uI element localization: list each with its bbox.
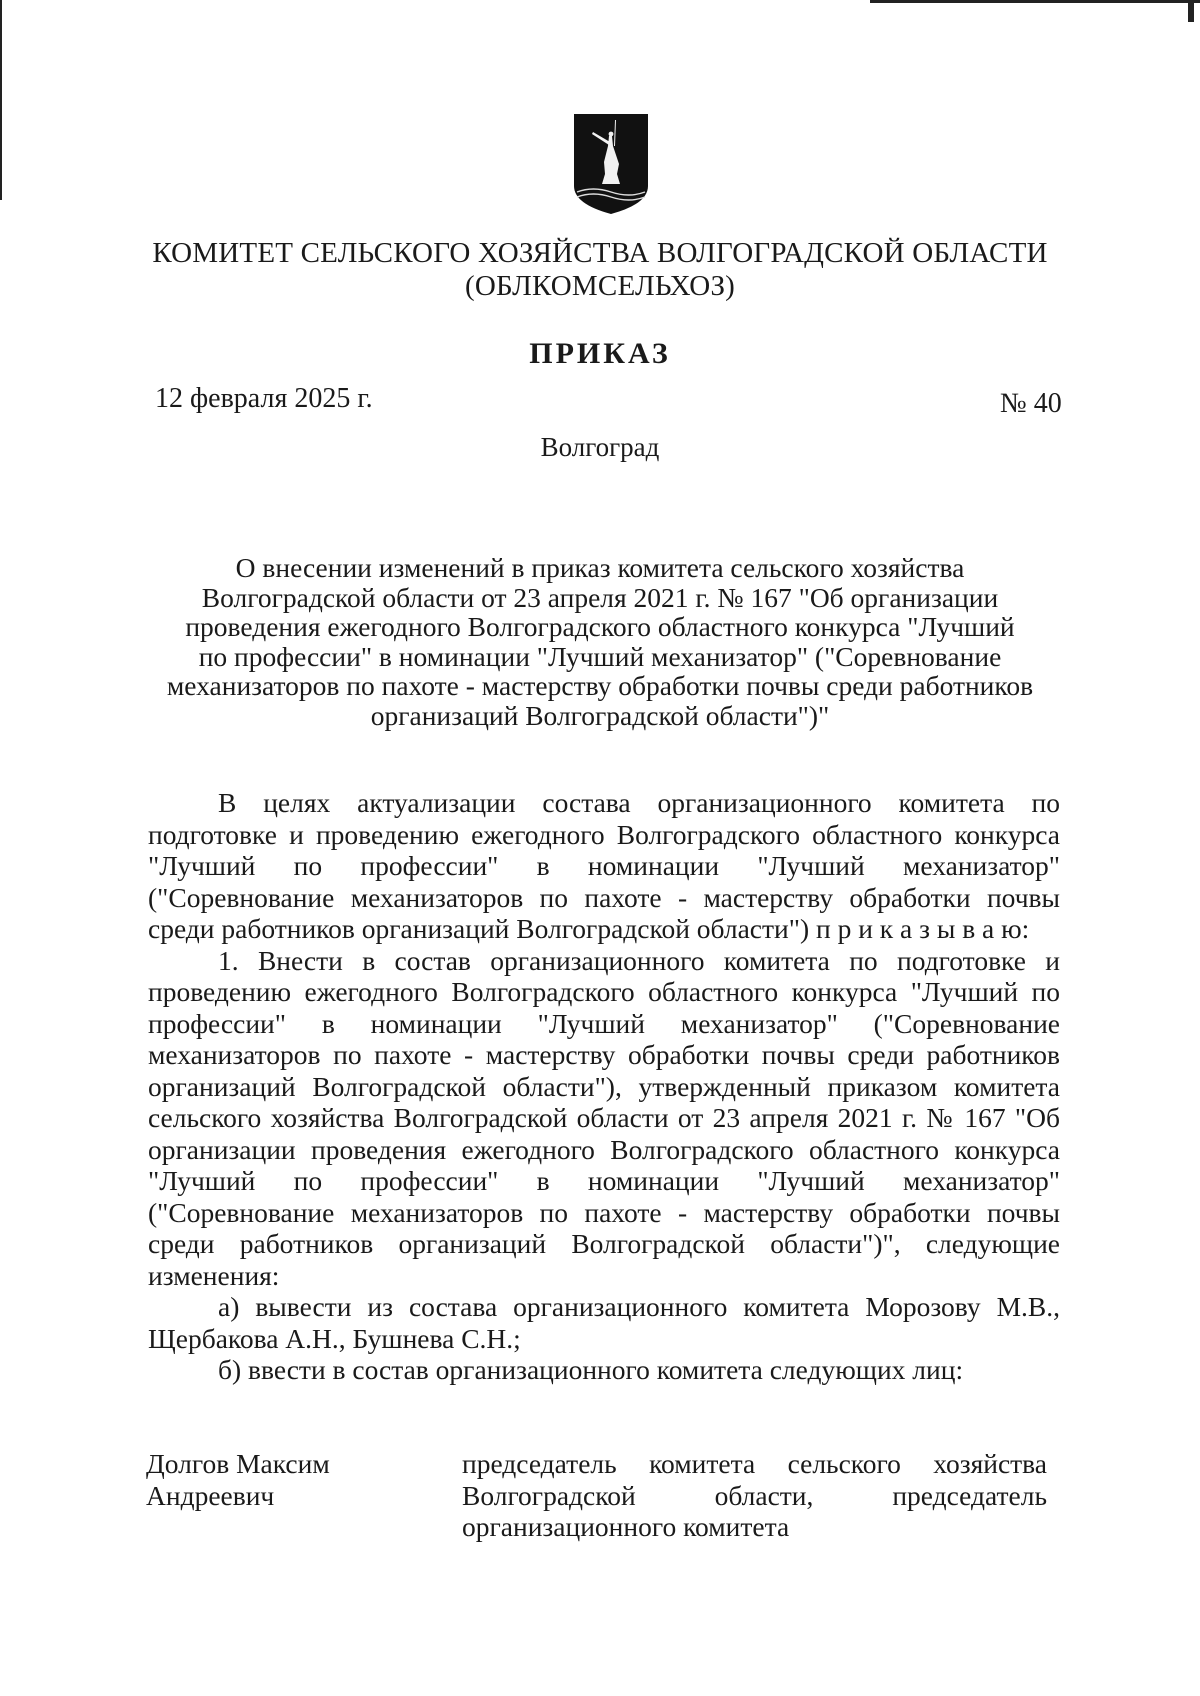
person-role-line: Волгоградской области, председатель: [462, 1479, 1047, 1511]
subject-line: О внесении изменений в приказ комитета сельского хозяйства: [235, 552, 965, 583]
item-1b: б) ввести в состав организационного комитета следующих лиц:: [218, 1354, 964, 1385]
scan-edge-top: [870, 0, 1200, 3]
scan-edge-tick: [1188, 0, 1194, 22]
person-role-line: председатель комитета сельского хозяйства: [462, 1448, 1047, 1479]
item-1: 1. Внести в состав организационного комитета по подготовке и проведению ежегодного Волгоградского областного конкурса "Лучший по профессии" в номинации "Лучший механизатор" ("Соревнование механизаторов по пахоте - мастерству обработки почвы среди работников организаций Волгоградской области"), утвержденный приказом комитета сельского хозяйства Волгоградской области от 23 апреля 2021 г. № 167 "Об организации проведения ежегодного Волгоградского областного конкурса "Лучший по профессии" в номинации "Лучший механизатор" ("Соревнование механизаторов по пахоте - мастерству обработки почвы среди работников организаций Волгоградской области")", следующие изменения:: [148, 944, 1060, 1291]
doc-body: [148, 787, 1060, 1386]
subject-line: организаций Волгоградской области")": [370, 699, 830, 731]
doc-city: Волгоград: [540, 432, 660, 462]
subject-line: Волгоградской области от 23 апреля 2021 г. № 167 "Об организации: [201, 581, 999, 613]
subject-line: проведения ежегодного Волгоградского областного конкурса "Лучший: [185, 611, 1015, 642]
person-role: [462, 1448, 1047, 1543]
subject-line: механизаторов по пахоте - мастерству обработки почвы среди работников: [166, 670, 1034, 701]
subject-line: по профессии" в номинации "Лучший механизатор" ("Соревнование: [198, 640, 1002, 672]
person-name: [146, 1448, 406, 1511]
item-1a: а) вывести из состава организационного комитета Морозову М.В., Щербакова А.Н., Бушнева С.Н.;: [148, 1291, 1060, 1354]
doc-title: ПРИКАЗ: [529, 337, 671, 370]
doc-date: 12 февраля 2025 г.: [155, 383, 373, 414]
doc-number: № 40: [1000, 388, 1062, 419]
person-name-line: Андреевич: [146, 1479, 275, 1511]
org-short-name: (ОБЛКОМСЕЛЬХОЗ): [464, 270, 736, 302]
org-name: КОМИТЕТ СЕЛЬСКОГО ХОЗЯЙСТВА ВОЛГОГРАДСКОЙ ОБЛАСТИ: [152, 237, 1048, 269]
scan-edge-left: [0, 0, 2, 200]
doc-subject: [140, 553, 1060, 730]
order-word: п р и к а з ы в а ю:: [815, 913, 1030, 944]
person-role-line: организационного комитета: [462, 1511, 790, 1542]
preamble-paragraph: [148, 787, 1060, 945]
preamble-text: В целях актуализации состава организационного комитета по подготовке и проведению ежегодного Волгоградского областного конкурса "Лучший по профессии" в номинации "Лучший механизатор" ("Соревнование механизаторов по пахоте - мастерству обработки почвы среди работников организаций Волгоградской области"): [148, 787, 1060, 944]
person-name-line: Долгов Максим: [146, 1448, 330, 1479]
coat-of-arms-icon: [571, 112, 651, 216]
